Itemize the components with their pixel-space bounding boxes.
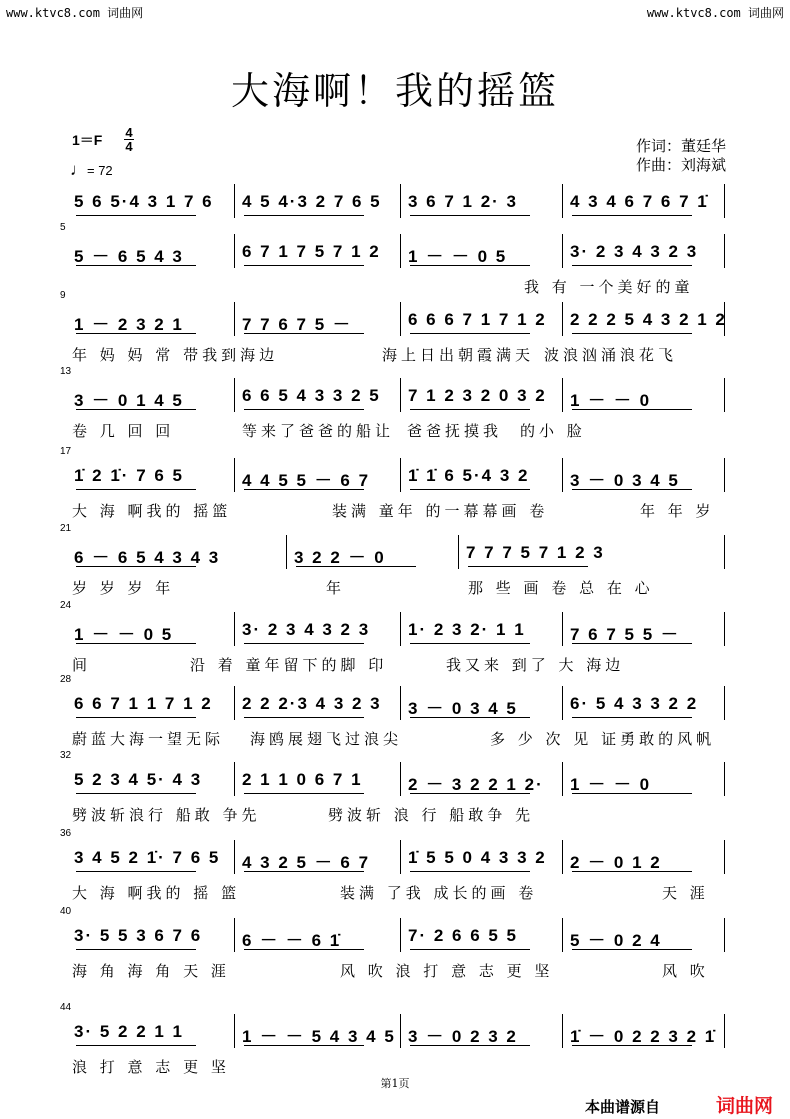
barline bbox=[400, 840, 401, 874]
lyric-line: 我又来 到了 大 海边 bbox=[446, 656, 625, 674]
lyric-line: 那 些 画 卷 总 在 心 bbox=[468, 579, 654, 597]
measure: 2 1 1 0 6 7 1 bbox=[242, 770, 363, 789]
measure: 3 － 0 1 4 5 bbox=[74, 391, 184, 410]
lyric-line: 多 少 次 见 证勇敢的风帆 bbox=[490, 730, 716, 748]
lyric-line: 装满 童年 的一幕幕画 卷 bbox=[332, 502, 549, 520]
lyric-line: 卷 几 回 回 bbox=[72, 422, 175, 440]
measure: 1̇ － 0 2 2 3 2 1̇ bbox=[570, 1027, 717, 1046]
measure: 4 3 4 6 7 6 7 1̇ bbox=[570, 192, 709, 211]
key-signature: 1＝F bbox=[72, 132, 103, 148]
page-number: 第1页 bbox=[380, 1077, 410, 1090]
measure: 2 2 2·3 4 3 2 3 bbox=[242, 694, 382, 713]
beam-line bbox=[410, 489, 530, 490]
beam-line bbox=[572, 489, 692, 490]
beam-line bbox=[410, 265, 530, 266]
barline bbox=[724, 762, 725, 796]
barline bbox=[400, 762, 401, 796]
measure: 1 － － 0 bbox=[570, 391, 652, 410]
beam-line bbox=[76, 949, 196, 950]
beam-line bbox=[410, 871, 530, 872]
watermark-right: www.ktvc8.com 词曲网 bbox=[646, 6, 784, 20]
measure: 4 5 4·3 2 7 6 5 bbox=[242, 192, 382, 211]
quarter-note-icon: ♩ bbox=[70, 160, 87, 179]
beam-line bbox=[244, 215, 364, 216]
lyric-line: 年 bbox=[326, 579, 346, 597]
measure: 1̇ 2 1̇· 7 6 5 bbox=[74, 466, 185, 485]
barline bbox=[562, 762, 563, 796]
beam-line bbox=[244, 717, 364, 718]
measure-number: 40 bbox=[60, 906, 72, 917]
barline bbox=[724, 535, 725, 569]
measure: 6 6 6 7 1 7 1 2 bbox=[408, 310, 547, 329]
score-title: 大海啊！我的摇篮 bbox=[230, 69, 559, 113]
barline bbox=[562, 918, 563, 952]
barline bbox=[562, 302, 563, 336]
beam-line bbox=[410, 717, 530, 718]
lyric-line: 浪 打 意 志 更 坚 bbox=[72, 1058, 230, 1076]
lyricist-credit: 作词：董廷华 bbox=[636, 137, 727, 155]
barline bbox=[724, 840, 725, 874]
barline bbox=[724, 918, 725, 952]
lyric-line: 大 海 啊我的 摇篮 bbox=[72, 502, 232, 520]
measure: 3 － 0 3 4 5 bbox=[570, 471, 680, 490]
measure: 3 － 0 2 3 2 bbox=[408, 1027, 518, 1046]
measure: 4 4 5 5 － 6 7 bbox=[242, 471, 371, 490]
barline bbox=[234, 918, 235, 952]
beam-line bbox=[410, 949, 530, 950]
watermark-left: www.ktvc8.com 词曲网 bbox=[6, 6, 144, 20]
beam-line bbox=[572, 871, 692, 872]
measure-number: 32 bbox=[60, 750, 72, 761]
beam-line bbox=[244, 1045, 364, 1046]
measure: 3· 2 3 4 3 2 3 bbox=[570, 242, 699, 261]
time-signature bbox=[124, 126, 134, 153]
beam-line bbox=[76, 333, 196, 334]
beam-line bbox=[76, 566, 196, 567]
barline bbox=[234, 234, 235, 268]
measure: 3· 5 2 2 1 1 bbox=[74, 1022, 185, 1041]
beam-line bbox=[244, 265, 364, 266]
barline bbox=[234, 1014, 235, 1048]
lyric-line: 大 海 啊我的 摇 篮 bbox=[72, 884, 241, 902]
measure-number: 17 bbox=[60, 446, 72, 457]
measure: 6 － － 6 1̇ bbox=[242, 931, 342, 950]
measure: 6 － 6 5 4 3 4 3 bbox=[74, 548, 221, 567]
beam-line bbox=[572, 333, 692, 334]
measure: 3· 2 3 4 3 2 3 bbox=[242, 620, 371, 639]
barline bbox=[234, 612, 235, 646]
beam-line bbox=[76, 717, 196, 718]
measure: 1· 2 3 2· 1 1 bbox=[408, 620, 526, 639]
measure: 1̇ 1̇ 6 5·4 3 2 bbox=[408, 466, 530, 485]
measure: 1 － － 5 4 3 4 5 bbox=[242, 1027, 396, 1046]
barline bbox=[234, 686, 235, 720]
measure: 7· 2 6 6 5 5 bbox=[408, 926, 519, 945]
measure-number: 13 bbox=[60, 366, 72, 377]
barline bbox=[724, 686, 725, 720]
beam-line bbox=[76, 871, 196, 872]
measure-number: 44 bbox=[60, 1002, 72, 1013]
measure: 6 7 1 7 5 7 1 2 bbox=[242, 242, 381, 261]
barline bbox=[234, 458, 235, 492]
beam-line bbox=[244, 643, 364, 644]
lyric-line: 风 吹 浪 打 意 志 更 坚 bbox=[340, 962, 554, 980]
barline bbox=[234, 302, 235, 336]
barline bbox=[234, 378, 235, 412]
lyric-line: 海 角 海 角 天 涯 bbox=[72, 962, 230, 980]
measure: 4 3 2 5 － 6 7 bbox=[242, 853, 371, 872]
measure: 6· 5 4 3 3 2 2 bbox=[570, 694, 699, 713]
lyric-line: 海鸥展翅飞过浪尖 bbox=[250, 730, 403, 748]
beam-line bbox=[572, 717, 692, 718]
barline bbox=[562, 458, 563, 492]
lyric-line: 风 吹 bbox=[662, 962, 709, 980]
measure: 5 2 3 4 5· 4 3 bbox=[74, 770, 203, 789]
beam-line bbox=[572, 643, 692, 644]
measure: 7 7 6 7 5 － bbox=[242, 315, 352, 334]
lyric-line: 间 bbox=[72, 656, 92, 674]
barline bbox=[400, 234, 401, 268]
barline bbox=[400, 1014, 401, 1048]
barline bbox=[400, 612, 401, 646]
beam-line bbox=[410, 333, 530, 334]
measure: 3 － 0 3 4 5 bbox=[408, 699, 518, 718]
beam-line bbox=[410, 409, 530, 410]
footer-source-text: 本曲谱源自 bbox=[585, 1098, 661, 1116]
lyric-line: 装满 了我 成长的画 卷 bbox=[340, 884, 538, 902]
lyric-line: 年 年 岁 bbox=[640, 502, 715, 520]
barline bbox=[400, 302, 401, 336]
barline bbox=[400, 184, 401, 218]
measure: 2 － 0 1 2 bbox=[570, 853, 662, 872]
beam-line bbox=[244, 871, 364, 872]
measure: 3 2 2 － 0 bbox=[294, 548, 386, 567]
barline bbox=[400, 378, 401, 412]
composer-credit: 作曲：刘海斌 bbox=[636, 156, 727, 174]
beam-line bbox=[410, 643, 530, 644]
measure: 3· 5 5 3 6 7 6 bbox=[74, 926, 203, 945]
beam-line bbox=[572, 409, 692, 410]
measure: 2 － 3 2 2 1 2· bbox=[408, 775, 544, 794]
barline bbox=[724, 234, 725, 268]
measure: 1 － － 0 bbox=[570, 775, 652, 794]
measure: 5 － 0 2 4 bbox=[570, 931, 662, 950]
tempo-value: = 72 bbox=[87, 163, 113, 178]
lyric-line: 沿 着 童年留下的脚 印 bbox=[190, 656, 388, 674]
lyric-line: 年 妈 妈 常 带我到海边 bbox=[72, 346, 279, 364]
measure: 3 6 7 1 2· 3 bbox=[408, 192, 519, 211]
measure-number: 36 bbox=[60, 828, 72, 839]
barline bbox=[562, 1014, 563, 1048]
beam-line bbox=[76, 489, 196, 490]
barline bbox=[724, 378, 725, 412]
barline bbox=[562, 686, 563, 720]
barline bbox=[562, 612, 563, 646]
measure: 2 2 2 5 4 3 2 1 2 bbox=[570, 310, 727, 329]
measure-number: 28 bbox=[60, 674, 72, 685]
measure: 5 － 6 5 4 3 bbox=[74, 247, 184, 266]
barline bbox=[724, 458, 725, 492]
measure: 1 － － 0 5 bbox=[74, 625, 174, 644]
lyric-line: 爸爸抚摸我 bbox=[407, 422, 503, 440]
beam-line bbox=[572, 265, 692, 266]
beam-line bbox=[244, 489, 364, 490]
beam-line bbox=[410, 215, 530, 216]
measure-number: 5 bbox=[60, 222, 66, 233]
measure: 7 7 7 5 7 1 2 3 bbox=[466, 543, 605, 562]
tempo-marking bbox=[70, 160, 113, 180]
barline bbox=[562, 378, 563, 412]
barline bbox=[234, 762, 235, 796]
barline bbox=[234, 840, 235, 874]
measure-number: 21 bbox=[60, 523, 72, 534]
barline bbox=[400, 918, 401, 952]
lyric-line: 海上日出朝霞满天 bbox=[382, 346, 535, 364]
beam-line bbox=[76, 265, 196, 266]
meter-bottom: 4 bbox=[125, 139, 133, 154]
beam-line bbox=[410, 793, 530, 794]
lyric-line: 劈波斩浪行 船敢 争先 bbox=[72, 806, 261, 824]
lyric-line: 蔚蓝大海一望无际 bbox=[72, 730, 225, 748]
barline bbox=[234, 184, 235, 218]
lyric-line: 我 有 一个美好的童 bbox=[524, 278, 694, 296]
measure: 3 4 5 2 1̇· 7 6 5 bbox=[74, 848, 221, 867]
barline bbox=[400, 458, 401, 492]
barline bbox=[724, 184, 725, 218]
beam-line bbox=[76, 793, 196, 794]
barline bbox=[400, 686, 401, 720]
beam-line bbox=[244, 333, 364, 334]
barline bbox=[562, 234, 563, 268]
measure-number: 9 bbox=[60, 290, 66, 301]
beam-line bbox=[244, 793, 364, 794]
measure: 6 6 5 4 3 3 2 5 bbox=[242, 386, 381, 405]
lyric-line: 的小 脸 bbox=[520, 422, 586, 440]
barline bbox=[286, 535, 287, 569]
beam-line bbox=[76, 643, 196, 644]
beam-line bbox=[572, 793, 692, 794]
measure: 5 6 5·4 3 1 7 6 bbox=[74, 192, 214, 211]
barline bbox=[724, 1014, 725, 1048]
credits bbox=[636, 137, 726, 175]
measure: 1 － － 0 5 bbox=[408, 247, 508, 266]
lyric-line: 波浪汹涌浪花飞 bbox=[544, 346, 678, 364]
lyric-line: 天 涯 bbox=[662, 884, 709, 902]
measure-number: 24 bbox=[60, 600, 72, 611]
beam-line bbox=[572, 949, 692, 950]
measure: 7 1 2 3 2 0 3 2 bbox=[408, 386, 547, 405]
measure: 1̇ 5 5 0 4 3 3 2 bbox=[408, 848, 547, 867]
lyric-line: 岁 岁 岁 年 bbox=[72, 579, 175, 597]
barline bbox=[562, 840, 563, 874]
beam-line bbox=[76, 1045, 196, 1046]
lyric-line: 劈波斩 浪 行 船敢争 先 bbox=[328, 806, 535, 824]
measure: 6 6 7 1 1 7 1 2 bbox=[74, 694, 213, 713]
barline bbox=[458, 535, 459, 569]
beam-line bbox=[468, 566, 588, 567]
barline bbox=[724, 612, 725, 646]
barline bbox=[562, 184, 563, 218]
beam-line bbox=[296, 566, 416, 567]
beam-line bbox=[572, 1045, 692, 1046]
meter-top: 4 bbox=[125, 125, 133, 140]
footer-logo: 词曲网 bbox=[716, 1095, 774, 1117]
beam-line bbox=[76, 215, 196, 216]
beam-line bbox=[244, 949, 364, 950]
lyric-line: 等来了爸爸的船让 bbox=[242, 422, 395, 440]
beam-line bbox=[410, 1045, 530, 1046]
measure: 7 6 7 5 5 － bbox=[570, 625, 680, 644]
measure: 1 － 2 3 2 1 bbox=[74, 315, 184, 334]
barline bbox=[724, 302, 725, 336]
beam-line bbox=[572, 215, 692, 216]
beam-line bbox=[244, 409, 364, 410]
beam-line bbox=[76, 409, 196, 410]
